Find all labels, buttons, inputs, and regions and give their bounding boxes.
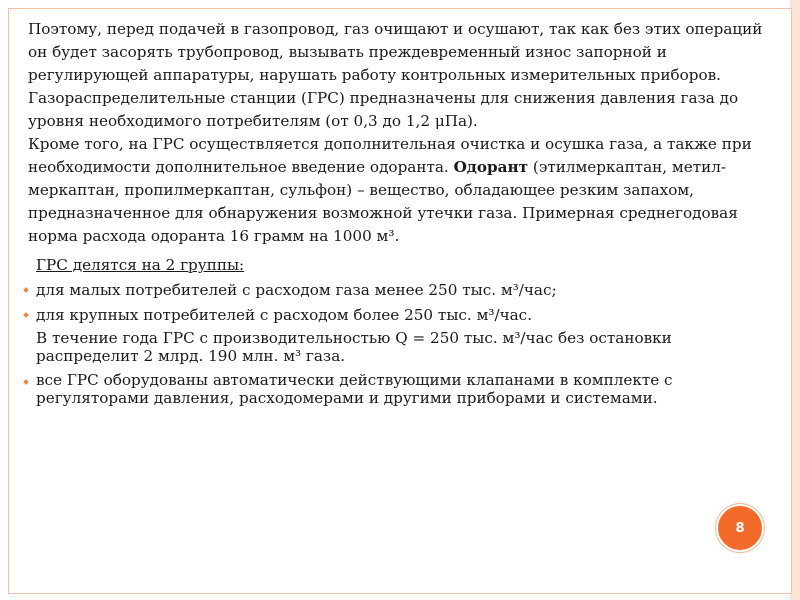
capacity-paragraph: В течение года ГРС с производительностью Q = 250 тыс. м³/час без остановки распределит 2 млрд. 190 млн. м³ газа.: [36, 329, 672, 365]
paragraph-odorant: [28, 133, 768, 248]
odorant-text-part2: (этилмеркаптан, метил-меркаптан, пропилмеркаптан, сульфон) – вещество, обладающее резким запахом, предназначенное для обнаружения возможной утечки газа. Примерная среднегодовая норма расхода одоранта 16 грамм на 1000 м³.: [28, 158, 738, 245]
paragraph-purification: Поэтому, перед подачей в газопровод, газ очищают и осушают, так как без этих операций он будет засорять трубопровод, вызывать преждевременный износ запорной и регулирующей аппаратуры, нарушать работу контрольных измерительных приборов.: [28, 20, 763, 84]
bullet-small-consumers: для малых потребителей с расходом газа менее 250 тыс. м³/час;: [28, 279, 768, 302]
odorant-term: Одорант: [453, 158, 529, 176]
odorant-text-part1: Кроме того, на ГРС осуществляется дополнительная очистка и осушка газа, а также при необходимости дополнительное введение одоранта.: [28, 135, 752, 176]
bullet-large-consumers: для крупных потребителей с расходом более 250 тыс. м³/час.: [28, 304, 768, 327]
page-number-badge: 8: [716, 504, 764, 552]
intro-block: [28, 18, 768, 248]
paragraph-grs-purpose: Газораспределительные станции (ГРС) предназначены для снижения давления газа до уровня необходимого потребителям (от 0,3 до 1,2 μПа).: [28, 89, 739, 130]
bullet-equipment: все ГРС оборудованы автоматически действующими клапанами в комплекте с регуляторами давления, расходомерами и другими приборами и системами.: [28, 371, 768, 407]
groups-heading-text: ГРС делятся на 2 группы:: [36, 256, 245, 274]
groups-heading: [28, 254, 768, 277]
slide-content: [28, 18, 768, 413]
